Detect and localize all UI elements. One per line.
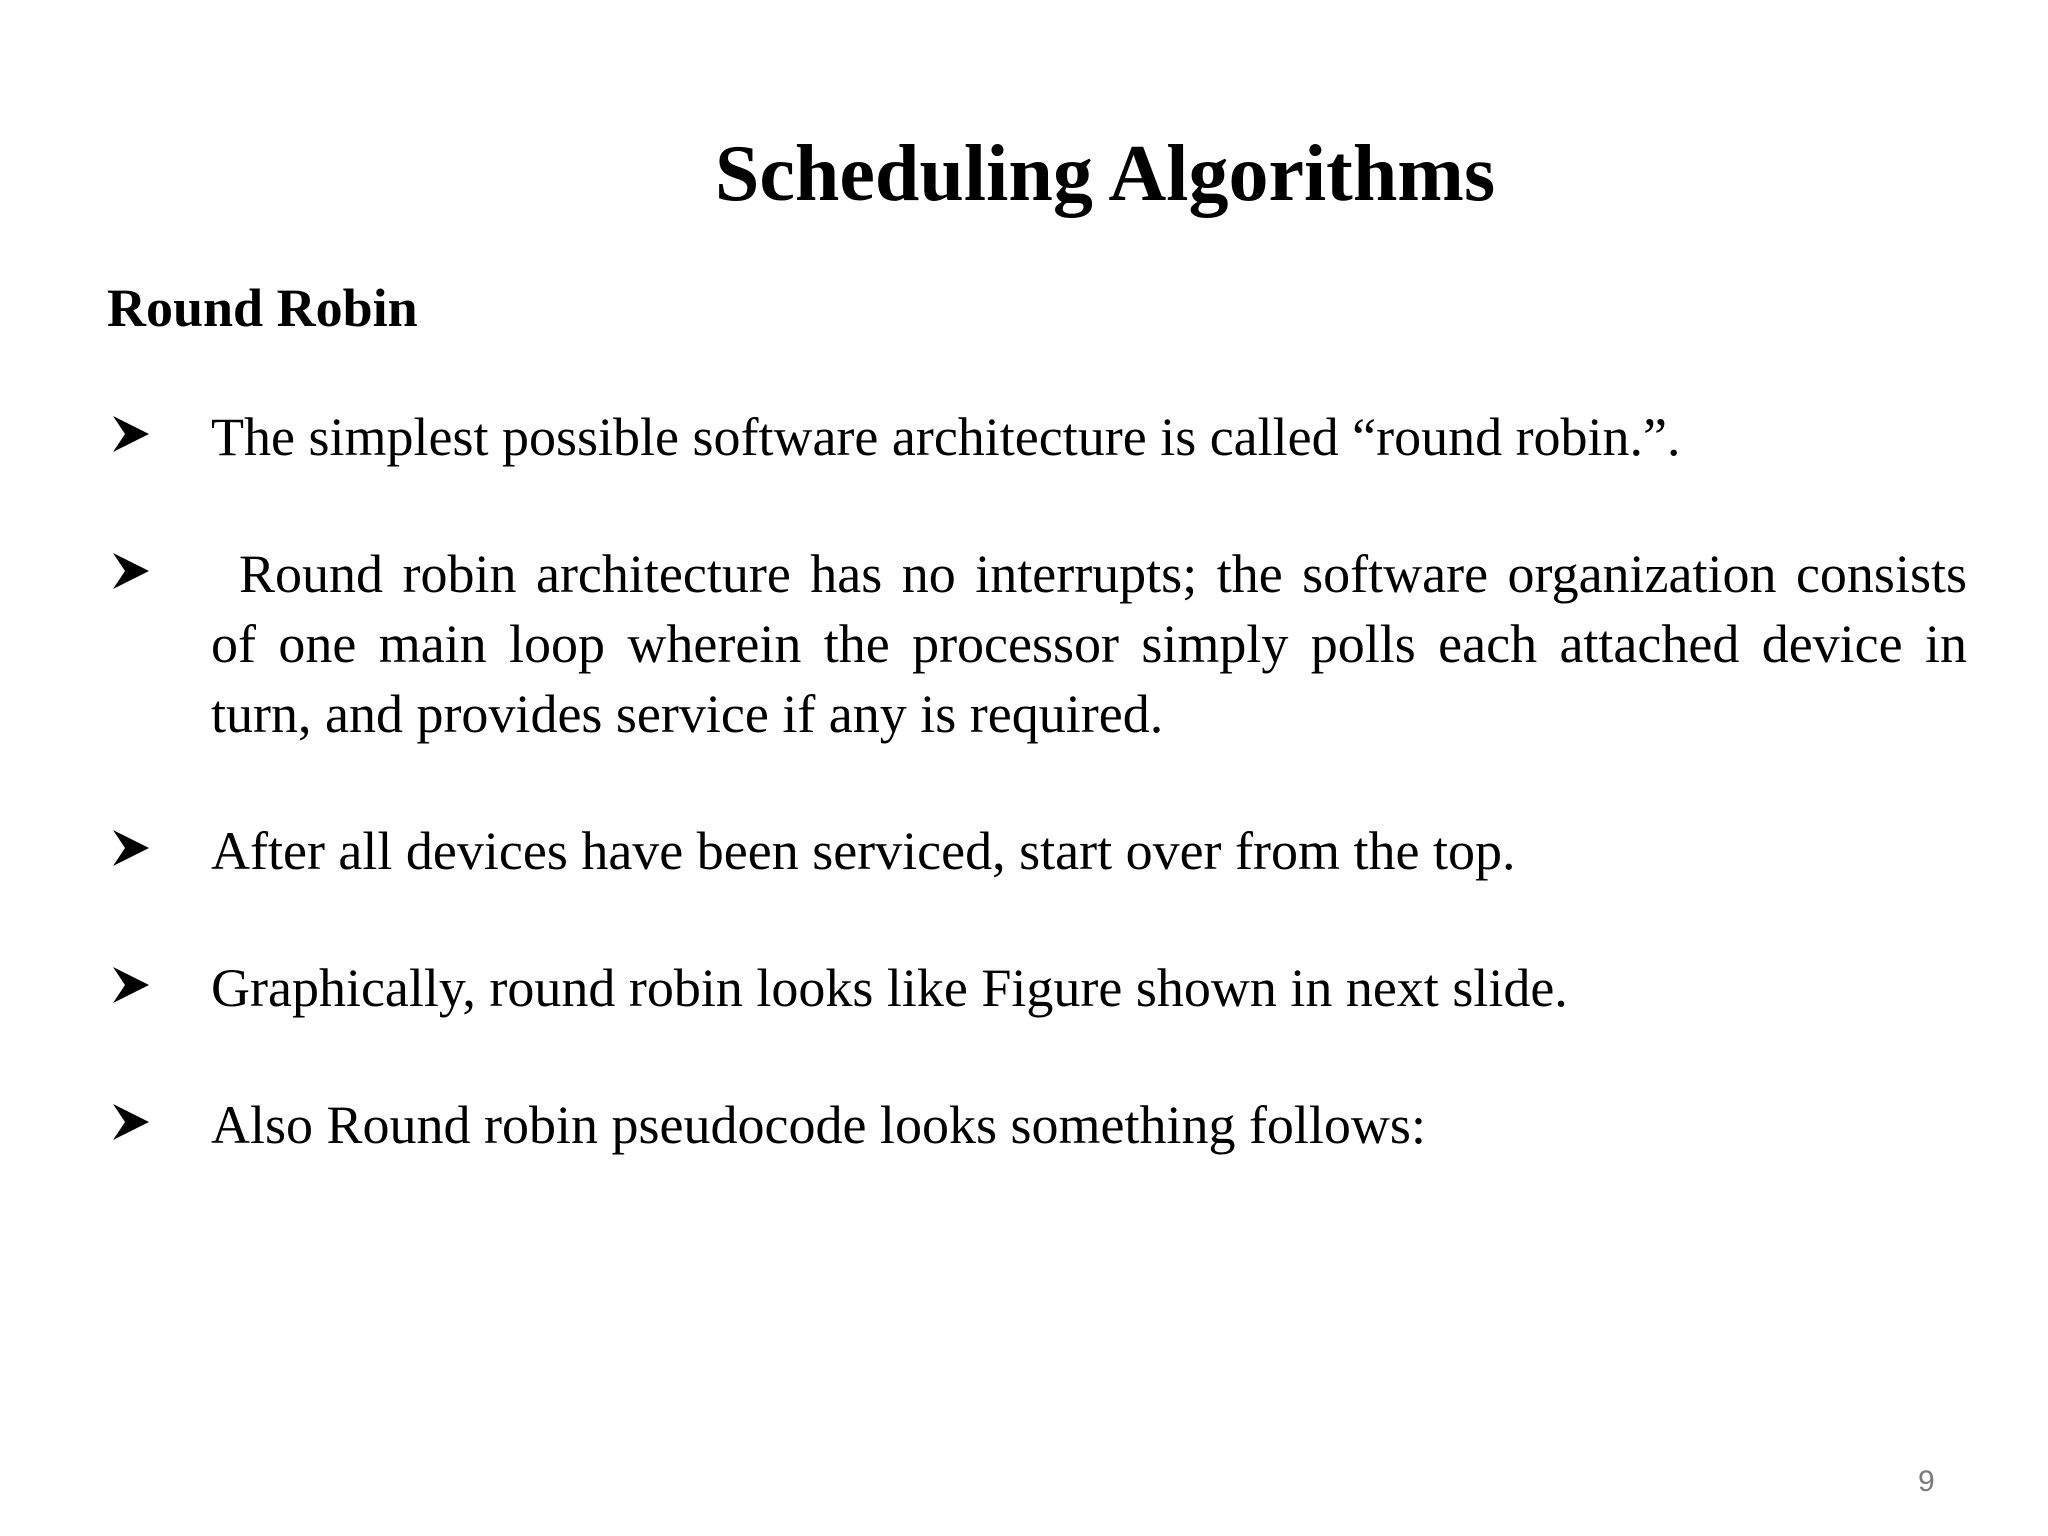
bullet-text: Round robin architecture has no interrupts; the software organization consists of one main loop wherein the processor simply polls each attached device in turn, and provides service if any is required. — [211, 544, 1967, 744]
arrowhead-bullet-icon — [111, 828, 151, 868]
bullet-text: The simplest possible software architecture is called “round robin.”. — [211, 407, 1681, 467]
page-number: 9 — [1918, 1465, 1935, 1498]
list-item — [107, 1090, 1967, 1160]
arrowhead-bullet-icon — [111, 414, 151, 454]
bullet-text: After all devices have been serviced, start over from the top. — [211, 821, 1516, 881]
arrowhead-bullet-icon — [111, 551, 151, 591]
section-heading: Round Robin — [107, 278, 418, 338]
list-item — [107, 539, 1967, 749]
bullet-list — [107, 402, 1967, 1227]
bullet-text: Also Round robin pseudocode looks something follows: — [211, 1095, 1426, 1155]
list-item — [107, 816, 1967, 886]
list-item — [107, 402, 1967, 472]
list-item — [107, 953, 1967, 1023]
arrowhead-bullet-icon — [111, 1102, 151, 1142]
bullet-text: Graphically, round robin looks like Figure shown in next slide. — [211, 958, 1568, 1018]
slide-title: Scheduling Algorithms — [714, 130, 1496, 218]
arrowhead-bullet-icon — [111, 965, 151, 1005]
